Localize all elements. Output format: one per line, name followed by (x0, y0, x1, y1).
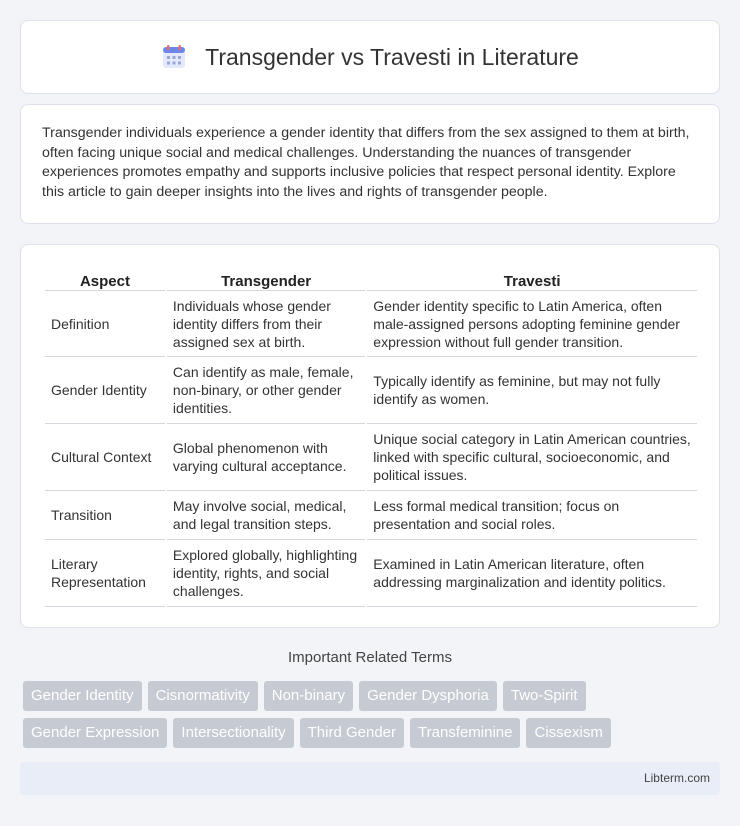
column-header-transgender: Transgender (167, 261, 365, 291)
cell-transgender: Individuals whose gender identity differs from their assigned sex at birth. (167, 291, 365, 357)
cell-aspect: Gender Identity (45, 357, 165, 424)
column-header-travesti: Travesti (367, 261, 697, 291)
calendar-icon (161, 44, 187, 70)
cell-aspect: Transition (45, 491, 165, 540)
comparison-table-card (20, 244, 720, 628)
footer (20, 762, 720, 795)
cell-transgender: Global phenomenon with varying cultural acceptance. (167, 424, 365, 491)
cell-travesti: Less formal medical transition; focus on presentation and social roles. (367, 491, 697, 540)
tag-gender-dysphoria[interactable]: Gender Dysphoria (359, 681, 497, 711)
tag-gender-identity[interactable]: Gender Identity (23, 681, 142, 711)
page-title: Transgender vs Travesti in Literature (205, 43, 579, 70)
tag-cisnormativity[interactable]: Cisnormativity (148, 681, 258, 711)
tag-transfeminine[interactable]: Transfeminine (410, 718, 520, 748)
tag-third-gender[interactable]: Third Gender (300, 718, 404, 748)
cell-travesti: Unique social category in Latin American countries, linked with specific cultural, socioeconomic, and political issues. (367, 424, 697, 491)
cell-aspect: Literary Representation (45, 540, 165, 607)
cell-travesti: Gender identity specific to Latin America, often male-assigned persons adopting feminine gender expression without full gender transition. (367, 291, 697, 357)
tag-row (23, 718, 723, 748)
table-row (45, 291, 697, 357)
column-header-aspect: Aspect (45, 261, 165, 291)
header-card (20, 20, 720, 94)
cell-travesti: Typically identify as feminine, but may not fully identify as women. (367, 357, 697, 424)
tag-row (23, 681, 723, 711)
table-row (45, 357, 697, 424)
comparison-table (43, 261, 699, 607)
cell-transgender: Explored globally, highlighting identity, rights, and social challenges. (167, 540, 365, 607)
table-header-row (45, 261, 697, 291)
tag-intersectionality[interactable]: Intersectionality (173, 718, 293, 748)
intro-paragraph: Transgender individuals experience a gender identity that differs from the sex assigned to them at birth, often facing unique social and medical challenges. Understanding the nuances of transgender experiences promotes empathy and supports inclusive policies that respect personal identity. Explore this article to gain deeper insights into the lives and rights of transgender people. (42, 125, 690, 200)
tag-gender-expression[interactable]: Gender Expression (23, 718, 167, 748)
cell-travesti: Examined in Latin American literature, often addressing marginalization and identity politics. (367, 540, 697, 607)
related-terms-title: Important Related Terms (288, 649, 452, 666)
tag-two-spirit[interactable]: Two-Spirit (503, 681, 586, 711)
table-row (45, 424, 697, 491)
tag-non-binary[interactable]: Non-binary (264, 681, 353, 711)
cell-aspect: Cultural Context (45, 424, 165, 491)
footer-site-link[interactable]: Libterm.com (643, 771, 710, 785)
related-terms-tags (23, 681, 723, 755)
cell-transgender: May involve social, medical, and legal transition steps. (167, 491, 365, 540)
tag-cissexism[interactable]: Cissexism (526, 718, 610, 748)
cell-aspect: Definition (45, 291, 165, 357)
cell-transgender: Can identify as male, female, non-binary, or other gender identities. (167, 357, 365, 424)
table-row (45, 540, 697, 607)
table-row (45, 491, 697, 540)
intro-card (20, 104, 720, 224)
